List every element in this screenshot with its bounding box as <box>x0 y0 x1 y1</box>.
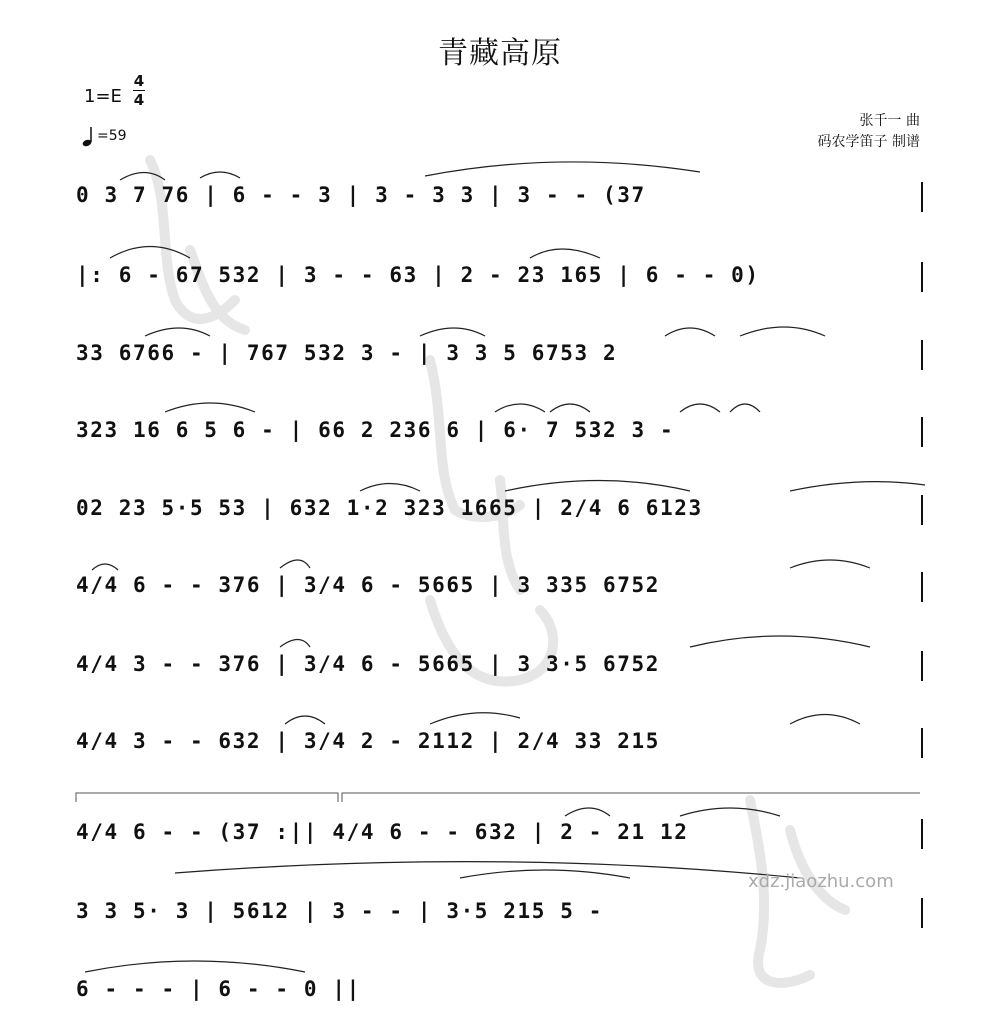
barline <box>921 651 923 681</box>
time-signature-bottom: 4 <box>133 91 145 109</box>
score-row-9 <box>76 820 926 860</box>
barline <box>921 495 923 525</box>
score-row-text: 4/4 6 - - 376 | 3/4 6 - 5665 | 3 335 6752 <box>76 573 660 597</box>
barline <box>921 182 923 212</box>
score-row-text: 323 16 6 5 6 - | 66 2 236 6 | 6· 7 532 3 - <box>76 418 675 442</box>
barline <box>921 572 923 602</box>
score-row-3 <box>76 341 926 381</box>
score-row-text: 4/4 3 - - 632 | 3/4 2 - 2112 | 2/4 33 215 <box>76 729 660 753</box>
watermark-site-text: xdz.jiaozhu.com <box>748 871 894 892</box>
score-row-5 <box>76 496 926 536</box>
barline <box>921 262 923 292</box>
score-row-text: 6 - - - | 6 - - 0 || <box>76 977 361 1001</box>
key-signature: 1=E <box>84 86 122 107</box>
score-row-7 <box>76 652 926 692</box>
arranger-credit: 码农学笛子 制谱 <box>817 134 920 150</box>
score-row-11 <box>76 977 926 1017</box>
score-row-1 <box>76 183 926 223</box>
page-title: 青藏高原 <box>438 36 562 71</box>
score-row-text: 33 6766 - | 767 532 3 - | 3 3 5 6753 2 <box>76 341 618 365</box>
score-row-text: 4/4 6 - - (37 :|| 4/4 6 - - 632 | 2 - 21 12 <box>76 820 689 844</box>
barline <box>921 417 923 447</box>
score-row-4 <box>76 418 926 458</box>
tempo-marking <box>82 125 127 147</box>
barline <box>921 819 923 849</box>
score-row-2 <box>76 263 926 303</box>
barline <box>921 728 923 758</box>
time-signature <box>133 72 145 109</box>
score-row-text: 02 23 5·5 53 | 632 1·2 323 1665 | 2/4 6 6123 <box>76 496 703 520</box>
score-row-text: 0 3 7 76 | 6 - - 3 | 3 - 3 3 | 3 - - (37 <box>76 183 646 207</box>
score-row-text: 3 3 5· 3 | 5612 | 3 - - | 3·5 215 5 - <box>76 899 603 923</box>
tempo-value: =59 <box>97 128 127 144</box>
score-row-10 <box>76 899 926 939</box>
barline <box>921 898 923 928</box>
barline <box>921 340 923 370</box>
time-signature-top: 4 <box>133 72 145 90</box>
score-row-6 <box>76 573 926 613</box>
composer-credit: 张千一 曲 <box>859 113 920 129</box>
score-row-text: 4/4 3 - - 376 | 3/4 6 - 5665 | 3 3·5 6752 <box>76 652 660 676</box>
score-row-text: |: 6 - 67 532 | 3 - - 63 | 2 - 23 165 | 6 - - 0) <box>76 263 760 287</box>
score-row-8 <box>76 729 926 769</box>
quarter-note-icon <box>82 125 94 147</box>
